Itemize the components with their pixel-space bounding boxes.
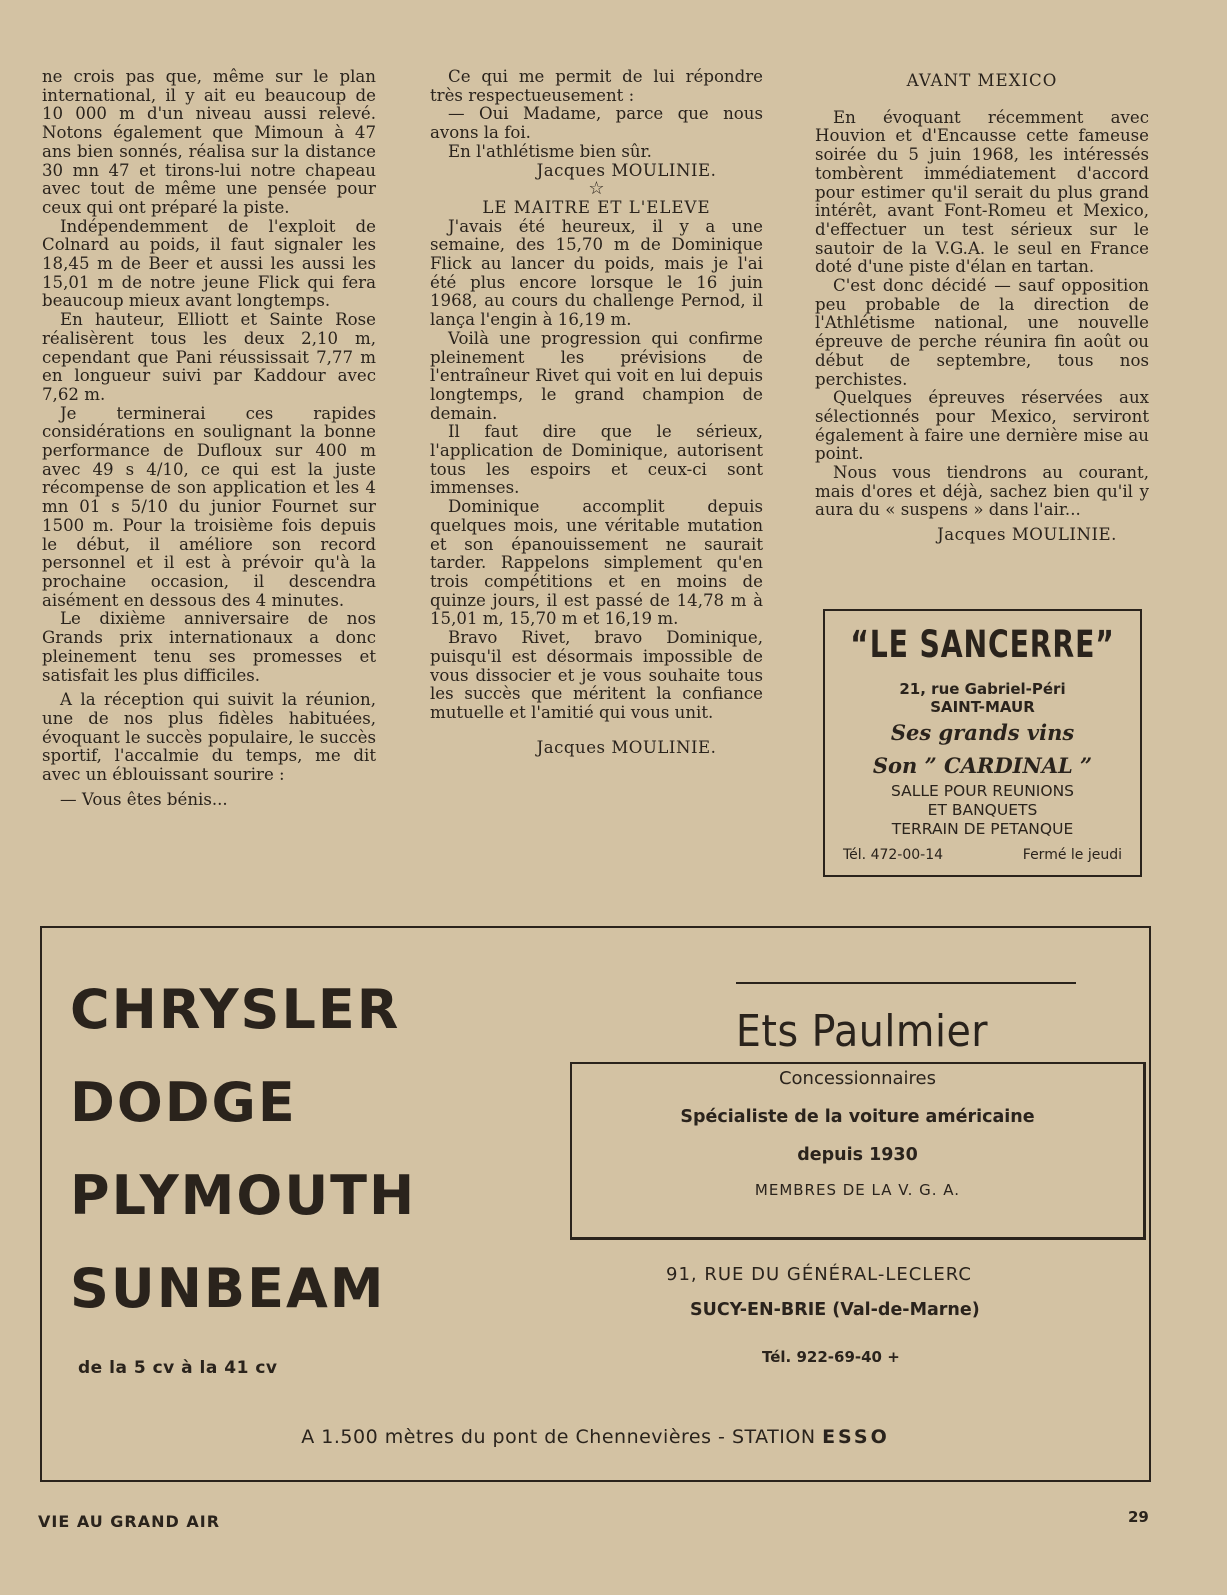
company-city: SUCY-EN-BRIE (Val-de-Marne) — [690, 1300, 980, 1320]
advert-town: SAINT-MAUR — [930, 698, 1035, 716]
page-number: 29 — [1128, 1508, 1149, 1526]
paragraph: Indépendemment de l'exploit de Colnard au poids, il faut signaler les 18,45 m de Beer et aussi les aussi les 15,01 m de notre jeune Flick qui fera beaucoup mieux avant longtemps. — [42, 216, 376, 311]
advert-line: TERRAIN DE PETANQUE — [891, 820, 1074, 838]
advert-line: ET BANQUETS — [927, 801, 1038, 819]
paragraph: Il faut dire que le sérieux, l'application de Dominique, autorisent tous les espoirs et ceux-ci sont immenses. — [430, 422, 763, 498]
article-heading: AVANT MEXICO — [906, 71, 1058, 90]
company-phone: Tél. 922-69-40 + — [762, 1348, 900, 1366]
power-range: de la 5 cv à la 41 cv — [78, 1358, 278, 1378]
paragraph: — Oui Madame, parce que nous avons la foi. — [430, 104, 763, 143]
paragraph: Bravo Rivet, bravo Dominique, puisqu'il est désormais impossible de vous dissocier et je vous souhaite tous les succès que méritent la confiance mutuelle et l'amitié qui vous unit. — [430, 628, 763, 722]
article-heading: LE MAITRE ET L'ELEVE — [482, 197, 711, 217]
company-info-box — [570, 1062, 1146, 1240]
paragraph: En évoquant récemment avec Houvion et d'Encausse cette fameuse soirée du 5 juin 1968, les intéressés tombèrent immédiatement d'accord pour estimer qu'il serait du plus grand intérêt, avant Font-Romeu et Mexico, d'effectuer un test sérieux sur le sautoir de la V.G.A. le seul en France doté d'une piste d'élan en tartan. — [815, 107, 1149, 277]
company-street: 91, RUE DU GÉNÉRAL-LECLERC — [666, 1264, 972, 1285]
brand-name: CHRYSLER — [70, 978, 401, 1041]
paragraph: J'avais été heureux, il y a une semaine, des 15,70 m de Dominique Flick au lancer du poids, mais je l'ai été plus encore lorsque le 16 juin 1968, au cours du challenge Pernod, il lança l'engin à 16,19 m. — [430, 216, 763, 330]
paragraph: ne crois pas que, même sur le plan international, il y ait eu beaucoup de 10 000 m d'un niveau aussi relevé. Notons également que Mimoun à 47 ans bien sonnés, réalisa sur la distance 30 mn 47 et tirons-lui notre chapeau avec tout de même une pensée pour ceux qui ont préparé la piste. — [42, 67, 376, 217]
advert-line: SALLE POUR REUNIONS — [890, 782, 1075, 800]
signature: Jacques MOULINIE. — [536, 737, 717, 757]
brand-name: SUNBEAM — [70, 1257, 386, 1320]
paragraph: Le dixième anniversaire de nos Grands prix internationaux a donc pleinement tenu ses promesses et satisfait les plus difficiles. — [42, 609, 376, 685]
paragraph: C'est donc décidé — sauf opposition peu probable de la direction de l'Athlétisme national, une nouvelle épreuve de perche réunira fin août ou début de septembre, tous nos perchistes. — [815, 276, 1149, 389]
paragraph: En l'athlétisme bien sûr. — [448, 141, 652, 161]
advert-closing-day: Fermé le jeudi — [1022, 847, 1122, 863]
company-specialty: Spécialiste de la voiture américaine — [680, 1107, 1035, 1127]
company-role: Concessionnaires — [778, 1068, 937, 1089]
brand-name: DODGE — [70, 1071, 297, 1134]
sancerre-advert — [823, 609, 1142, 877]
article-column-3 — [815, 68, 1149, 545]
location-note — [42, 1426, 1149, 1448]
advert-title: “LE SANCERRE” — [850, 623, 1115, 666]
paragraph: Voilà une progression qui confirme pleinement les prévisions de l'entraîneur Rivet qui voit en lui depuis longtemps, le grand champion de demain. — [430, 328, 763, 423]
advert-street: 21, rue Gabriel-Péri — [899, 680, 1066, 698]
star-separator-icon: ☆ — [588, 178, 605, 200]
paragraph: En hauteur, Elliott et Sainte Rose réalisèrent tous les deux 2,10 m, cependant que Pani réussissait 7,77 m en longueur suivi par Kaddour avec 7,62 m. — [42, 310, 376, 404]
paragraph: Ce qui me permit de lui répondre très respectueusement : — [430, 67, 763, 105]
advert-slogan: Ses grands vins — [890, 720, 1075, 745]
article-column-1 — [42, 68, 376, 809]
divider — [736, 982, 1076, 984]
paragraph: — Vous êtes bénis... — [60, 789, 228, 809]
brand-name: PLYMOUTH — [70, 1164, 417, 1227]
article-column-2 — [430, 68, 763, 757]
station-brand: ESSO — [822, 1426, 890, 1448]
paragraph: Quelques épreuves réservées aux sélectionnés pour Mexico, serviront également à faire une dernière mise au point. — [815, 388, 1149, 464]
advert-phone: Tél. 472-00-14 — [843, 847, 944, 863]
company-since: depuis 1930 — [797, 1145, 918, 1165]
company-name: Ets Paulmier — [735, 1006, 989, 1057]
paragraph: Nous vous tiendrons au courant, mais d'ores et déjà, sachez bien qu'il y aura du « suspens » dans l'air... — [815, 463, 1149, 520]
paragraph: A la réception qui suivit la réunion, une de nos plus fidèles habituées, évoquant le succès populaire, le succès sportif, l'accalmie du temps, me dit avec un éblouissant sourire : — [42, 690, 376, 785]
paragraph: Dominique accomplit depuis quelques mois, une véritable mutation et son épanouissement ne saurait tarder. Rappelons simplement qu'en trois compétitions et en moins de quinze jours, il est passé de 14,78 m à 15,01 m, 15,70 m et 16,19 m. — [430, 497, 763, 629]
signature: Jacques MOULINIE. — [937, 525, 1117, 545]
car-dealer-advert — [40, 926, 1151, 1482]
company-membership: MEMBRES DE LA V. G. A. — [754, 1181, 961, 1199]
magazine-name: VIE AU GRAND AIR — [38, 1512, 221, 1531]
signature: Jacques MOULINIE. — [536, 160, 717, 180]
paragraph: Je terminerai ces rapides considérations en soulignant la bonne performance de Dufloux sur 400 m avec 49 s 4/10, ce qui est la juste récompense de son application et les 4 mn 01 s 5/10 du junior Fournet sur 1500 m. Pour la troisième fois depuis le début, il améliore son record personnel et il est à prévoir qu'à la prochaine occasion, il descendra aisément en dessous des 4 minutes. — [42, 403, 376, 610]
advert-slogan: Son ” CARDINAL ” — [872, 753, 1093, 778]
location-text: A 1.500 mètres du pont de Chennevières - STATION — [301, 1426, 816, 1448]
